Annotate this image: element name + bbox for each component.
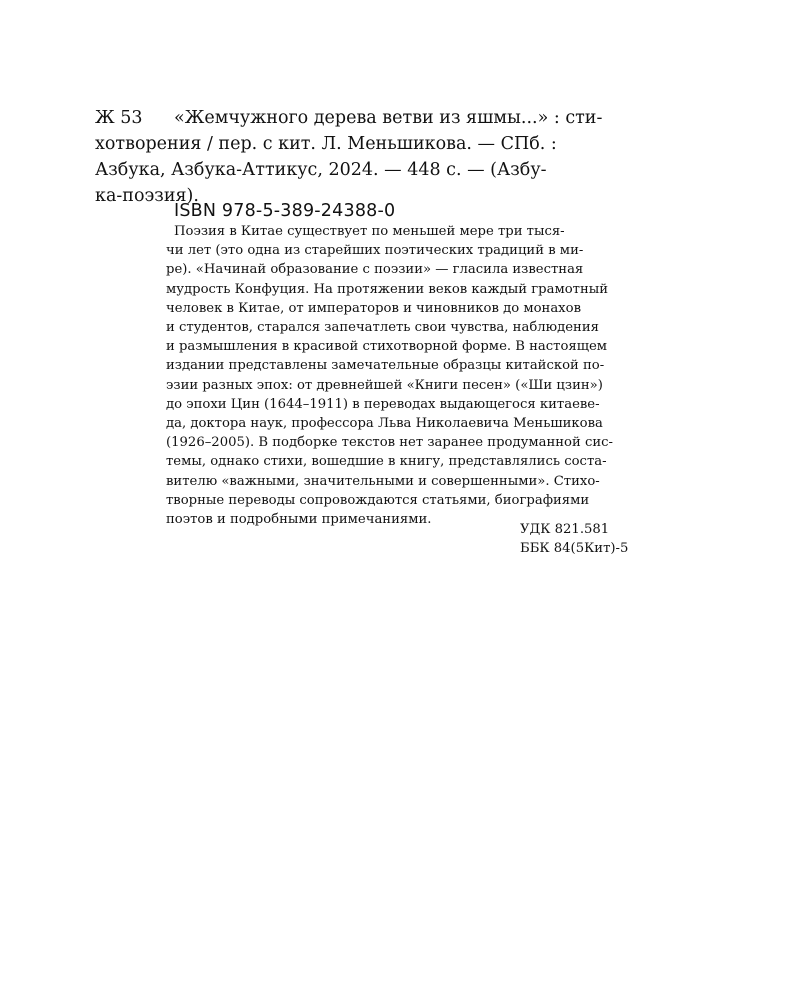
annotation-line: до эпохи Цин (1644–1911) в переводах выдающегося китаеве- [166, 396, 600, 412]
library-cipher: Ж 53 [95, 108, 143, 128]
annotation-line: мудрость Конфуция. На протяжении веков каждый грамотный [166, 281, 609, 297]
annotation-line: чи лет (это одна из старейших поэтических традиций в ми- [166, 243, 584, 259]
annotation-line: эзии разных эпох: от древнейшей «Книги песен» («Ши цзин») [166, 377, 603, 393]
annotation-line: и размышления в красивой стихотворной форме. В настоящем [166, 339, 608, 355]
bibliographic-line: хотворения / пер. с кит. Л. Меньшикова. — СПб. : [95, 134, 557, 154]
bibliographic-line: ка-поэзия). [95, 186, 199, 206]
isbn: ISBN 978-5-389-24388-0 [174, 201, 396, 221]
annotation-line: да, доктора наук, профессора Льва Николаевича Меньшикова [166, 416, 603, 432]
annotation-line: человек в Китае, от императоров и чиновников до монахов [166, 300, 581, 316]
annotation-line: (1926–2005). В подборке текстов нет заранее продуманной сис- [166, 435, 613, 451]
annotation-line: издании представлены замечательные образцы китайской по- [166, 358, 605, 374]
annotation-line: ре). «Начинай образование с поэзии» — гласила известная [166, 262, 584, 278]
bibliographic-line: Азбука, Азбука-Аттикус, 2024. — 448 с. — (Азбу- [95, 160, 547, 180]
bbk-code: ББК 84(5Кит)-5 [520, 541, 629, 556]
annotation-line: поэтов и подробными примечаниями. [166, 512, 432, 528]
bibliographic-line: «Жемчужного дерева ветви из яшмы...» : сти- [174, 108, 603, 128]
udk-code: УДК 821.581 [520, 522, 610, 537]
annotation-line: темы, однако стихи, вошедшие в книгу, представлялись соста- [166, 454, 607, 470]
annotation-line: вителю «важными, значительными и совершенными». Стихо- [166, 473, 600, 489]
annotation-line: Поэзия в Китае существует по меньшей мере три тыся- [174, 224, 565, 239]
annotation [166, 222, 613, 529]
annotation-line: и студентов, старался запечатлеть свои чувства, наблюдения [166, 320, 599, 336]
annotation-line: творные переводы сопровождаются статьями, биографиями [166, 492, 590, 508]
classification-codes [520, 520, 628, 558]
